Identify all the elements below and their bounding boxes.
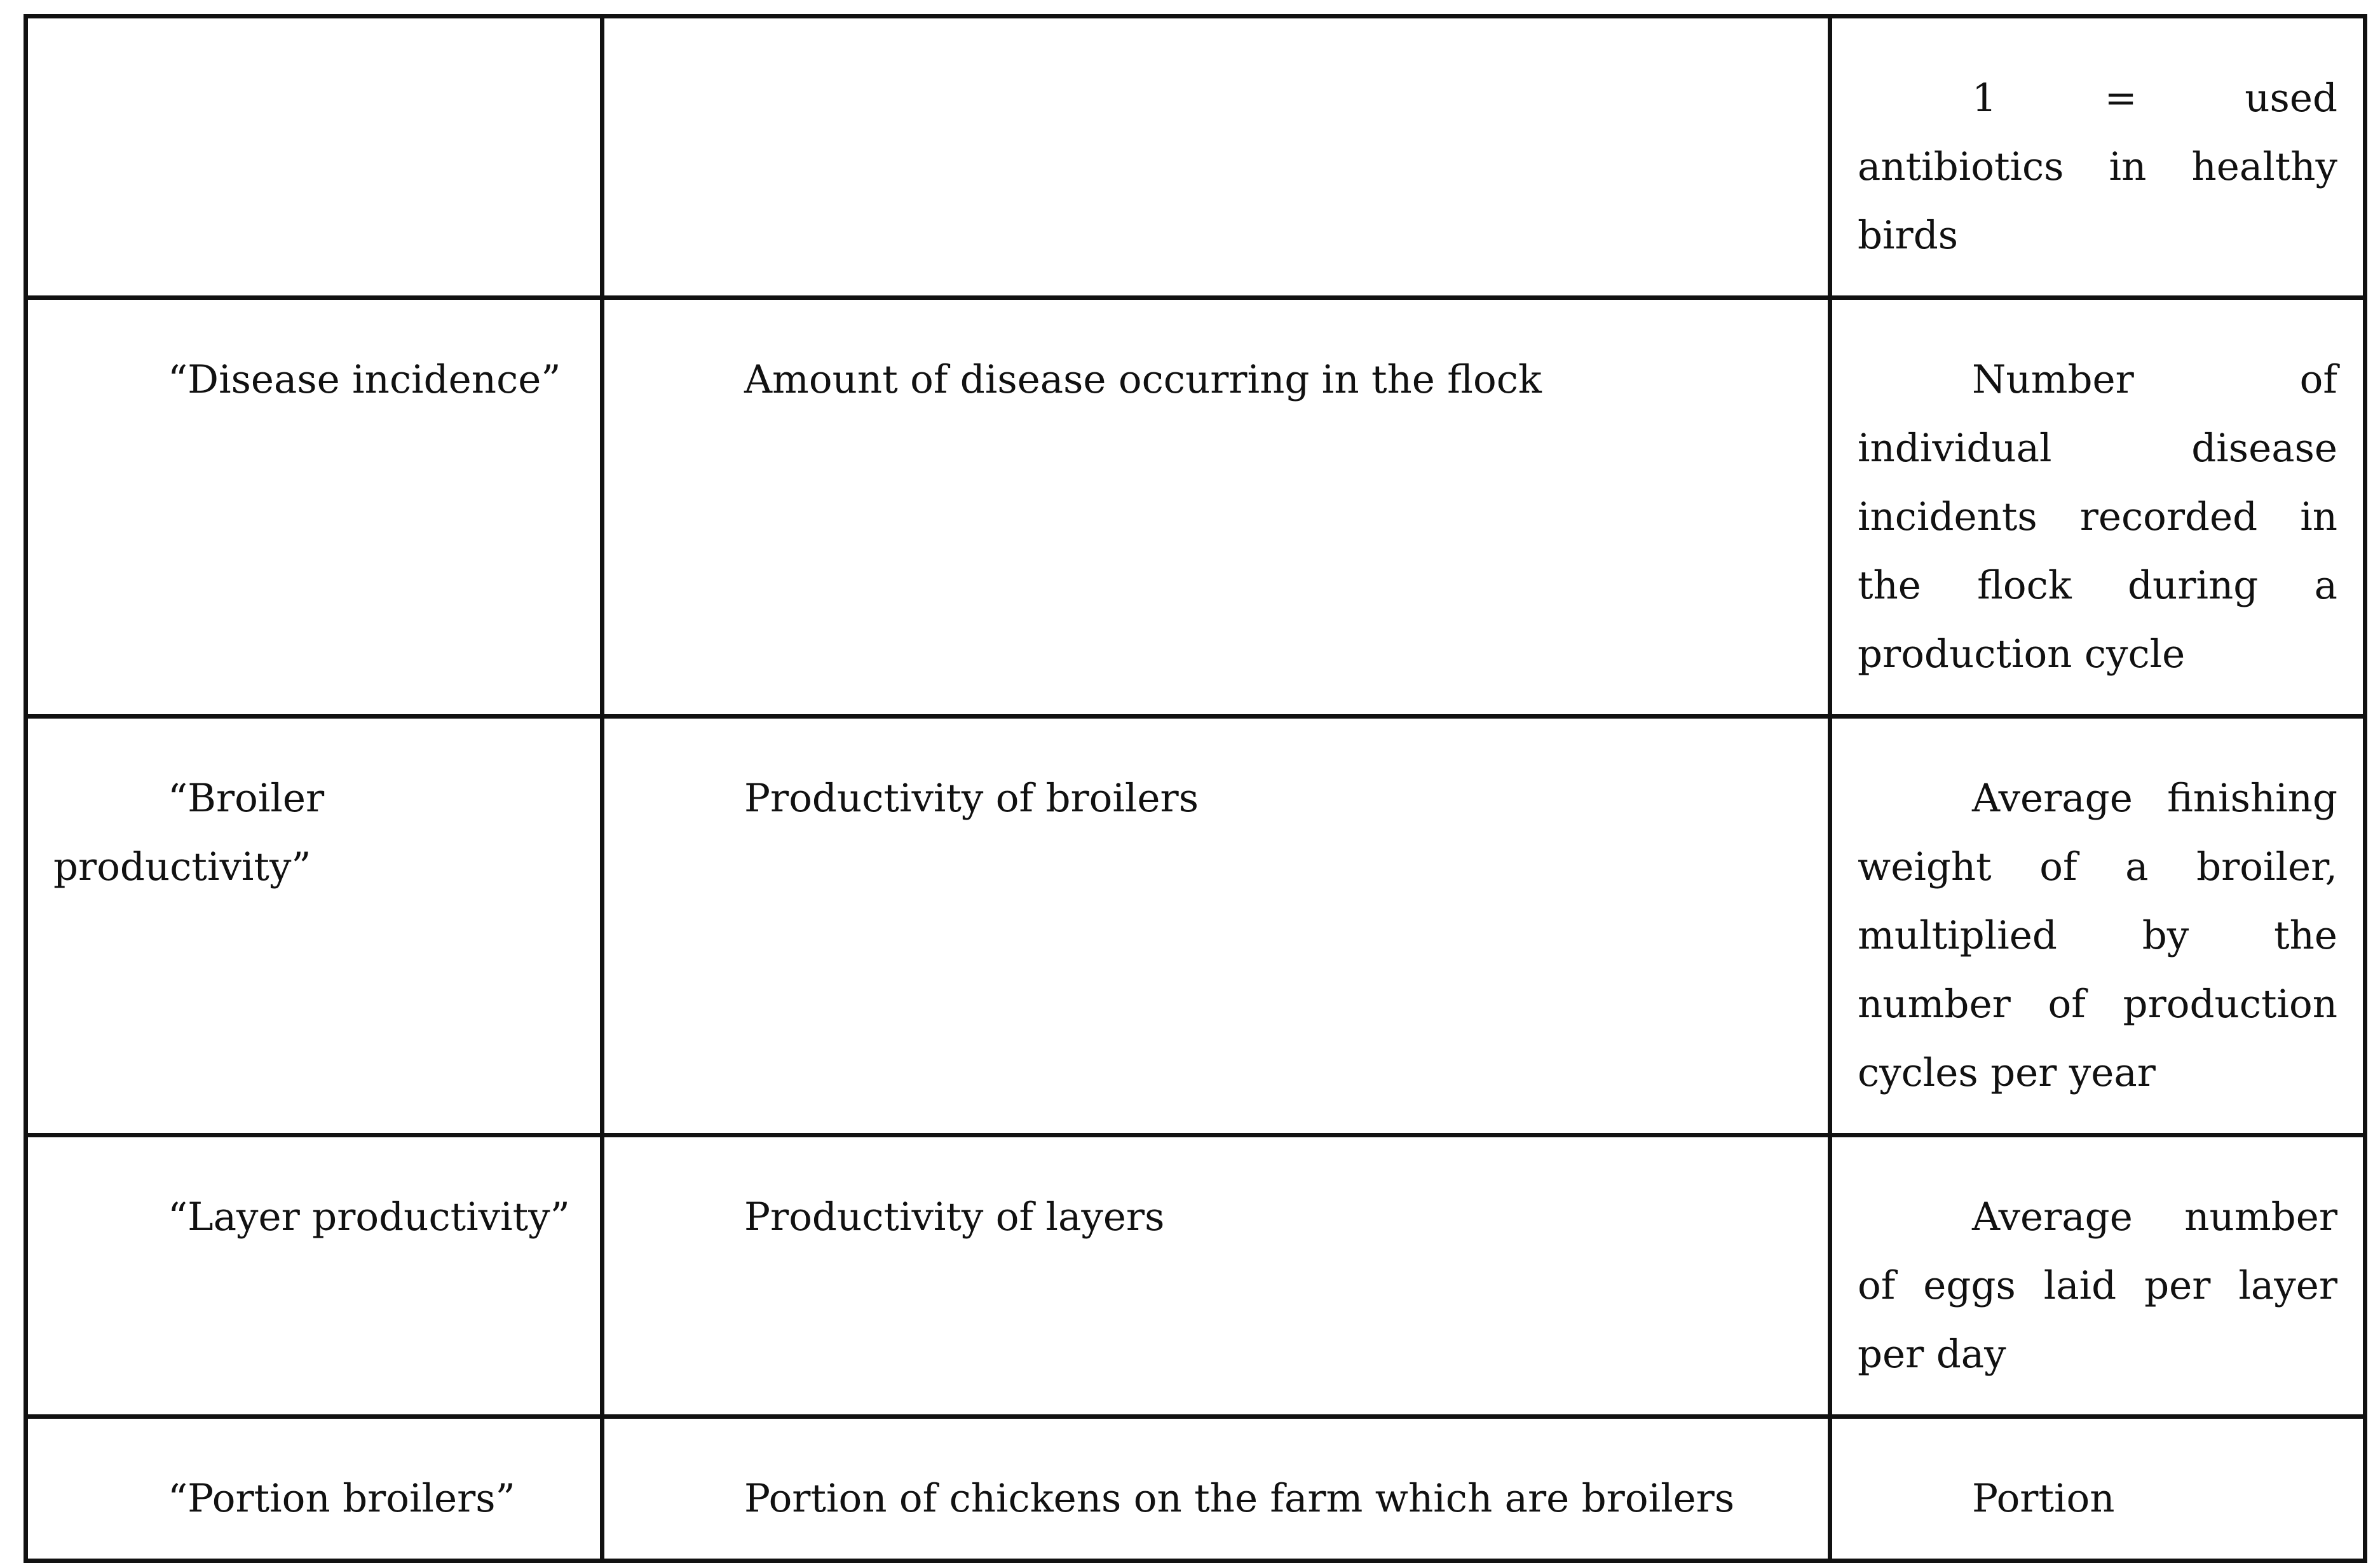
variable-name-cell (26, 17, 602, 298)
table-row (26, 298, 2365, 717)
variable-description-cell: Portion of chickens on the farm which are broilers (602, 1417, 1830, 1561)
variable-description-cell: Productivity of broilers (602, 717, 1830, 1135)
variable-measure-cell: 1 = used antibiotics in healthy birds (1830, 17, 2365, 298)
variable-name-cell: “Portion broilers” (26, 1417, 602, 1561)
variable-measure-cell: Number of individual disease incidents recorded in the flock during a production cycle (1830, 298, 2365, 717)
variable-measure-cell: Portion (1830, 1417, 2365, 1561)
variable-name-cell: “Broiler productivity” (26, 717, 602, 1135)
table-row (26, 717, 2365, 1135)
table-row (26, 17, 2365, 298)
table-row (26, 1135, 2365, 1417)
variable-description-cell: Productivity of layers (602, 1135, 1830, 1417)
variable-measure-cell: Average finishing weight of a broiler, multiplied by the number of production cycles per year (1830, 717, 2365, 1135)
variables-table (24, 14, 2367, 1563)
variable-measure-cell: Average number of eggs laid per layer per day (1830, 1135, 2365, 1417)
variable-description-cell (602, 17, 1830, 298)
variable-name-cell: “Layer productivity” (26, 1135, 602, 1417)
table-row (26, 1417, 2365, 1561)
variable-name-cell: “Disease incidence” (26, 298, 602, 717)
variable-description-cell: Amount of disease occurring in the flock (602, 298, 1830, 717)
